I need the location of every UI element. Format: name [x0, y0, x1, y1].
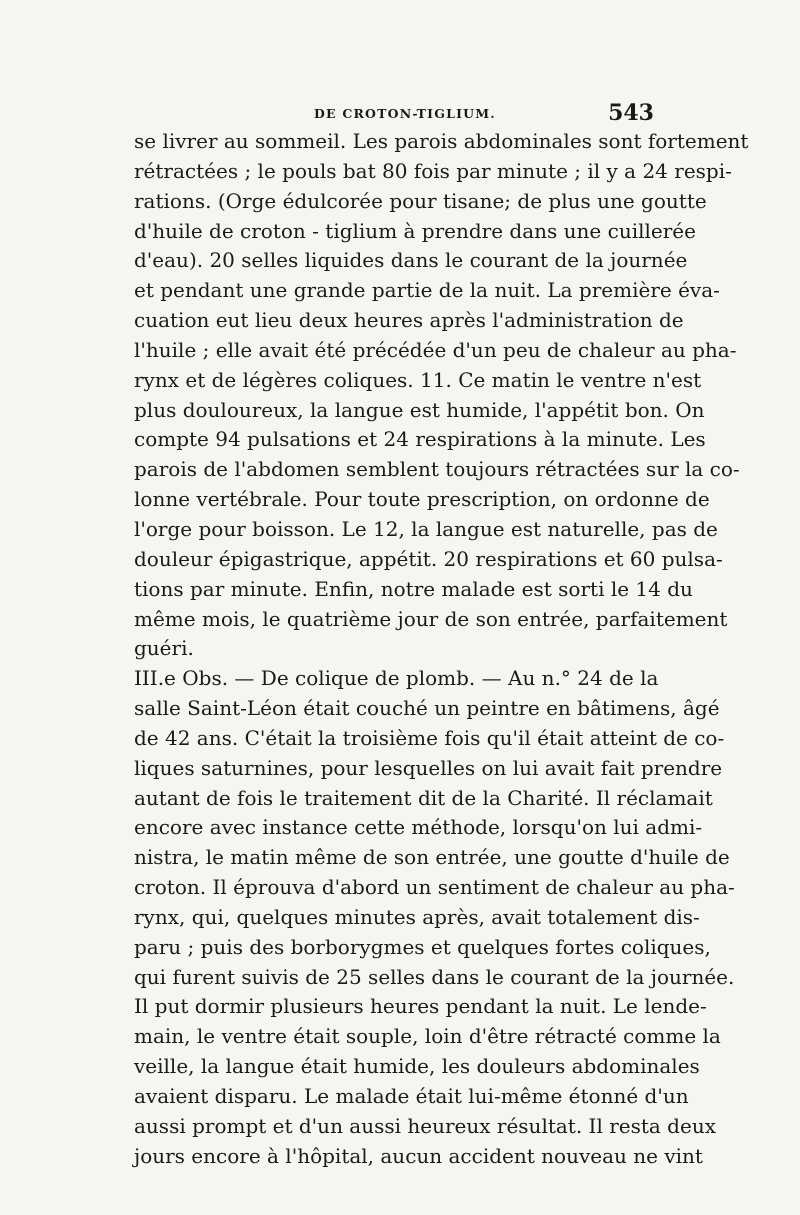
text-line: cuation eut lieu deux heures après l'administration de: [134, 308, 684, 333]
text-line: jours encore à l'hôpital, aucun accident nouveau ne vint: [134, 1143, 703, 1168]
text-line: rétractées ; le pouls bat 80 fois par minute ; il y a 24 respi-: [134, 158, 732, 183]
text-line: douleur épigastrique, appétit. 20 respirations et 60 pulsa-: [134, 546, 723, 571]
text-line: rations. (Orge édulcorée pour tisane; de plus une goutte: [134, 188, 707, 213]
text-line: se livrer au sommeil. Les parois abdominales sont fortement: [134, 129, 749, 153]
text-line: encore avec instance cette méthode, lorsqu'on lui admi-: [134, 815, 703, 840]
text-line: lonne vertébrale. Pour toute prescription, on ordonne de: [134, 487, 710, 512]
running-head: DE CROTON-TIGLIUM.: [314, 106, 496, 121]
text-line: de 42 ans. C'était la troisième fois qu'il était atteint de co-: [134, 725, 725, 750]
text-line: aussi prompt et d'un aussi heureux résultat. Il resta deux: [134, 1113, 716, 1138]
text-line: autant de fois le traitement dit de la Charité. Il réclamait: [134, 785, 713, 810]
text-line: nistra, le matin même de son entrée, une goutte d'huile de: [134, 845, 730, 870]
text-line: croton. Il éprouva d'abord un sentiment de chaleur au pha-: [134, 875, 735, 900]
text-line: III.e Obs. — De colique de plomb. — Au n.° 24 de la: [134, 666, 659, 691]
text-line: même mois, le quatrième jour de son entrée, parfaitement: [134, 606, 728, 631]
text-line: d'eau). 20 selles liquides dans le courant de la journée: [134, 248, 688, 273]
text-line: et pendant une grande partie de la nuit. La première éva-: [134, 278, 720, 303]
text-line: salle Saint-Léon était couché un peintre en bâtimens, âgé: [134, 696, 720, 721]
text-line: rynx, qui, quelques minutes après, avait totalement dis-: [134, 904, 700, 929]
text-line: main, le ventre était souple, loin d'être rétracté comme la: [134, 1024, 721, 1049]
body-text: [134, 127, 749, 1172]
text-line: plus douloureux, la langue est humide, l'appétit bon. On: [134, 397, 705, 422]
text-line: d'huile de croton - tiglium à prendre dans une cuillerée: [134, 218, 696, 243]
text-line: avaient disparu. Le malade était lui-même étonné d'un: [134, 1084, 689, 1108]
text-line: l'orge pour boisson. Le 12, la langue est naturelle, pas de: [134, 516, 718, 541]
text-line: qui furent suivis de 25 selles dans le courant de la journée.: [134, 964, 735, 989]
text-line: liques saturnines, pour lesquelles on lui avait fait prendre: [134, 755, 723, 780]
text-line: l'huile ; elle avait été précédée d'un peu de chaleur au pha-: [134, 337, 737, 362]
text-line: guéri.: [134, 636, 194, 661]
text-line: rynx et de légères coliques. 11. Ce matin le ventre n'est: [134, 367, 702, 392]
text-line: compte 94 pulsations et 24 respirations à la minute. Les: [134, 427, 706, 452]
text-line: Il put dormir plusieurs heures pendant la nuit. Le lende-: [134, 994, 707, 1019]
text-line: parois de l'abdomen semblent toujours rétractées sur la co-: [134, 457, 740, 482]
text-line: paru ; puis des borborygmes et quelques fortes coliques,: [134, 934, 711, 959]
page-number: 543: [608, 100, 654, 126]
page-header: [134, 100, 654, 126]
text-line: tions par minute. Enfin, notre malade est sorti le 14 du: [134, 576, 693, 601]
text-line: veille, la langue était humide, les douleurs abdominales: [134, 1054, 700, 1079]
